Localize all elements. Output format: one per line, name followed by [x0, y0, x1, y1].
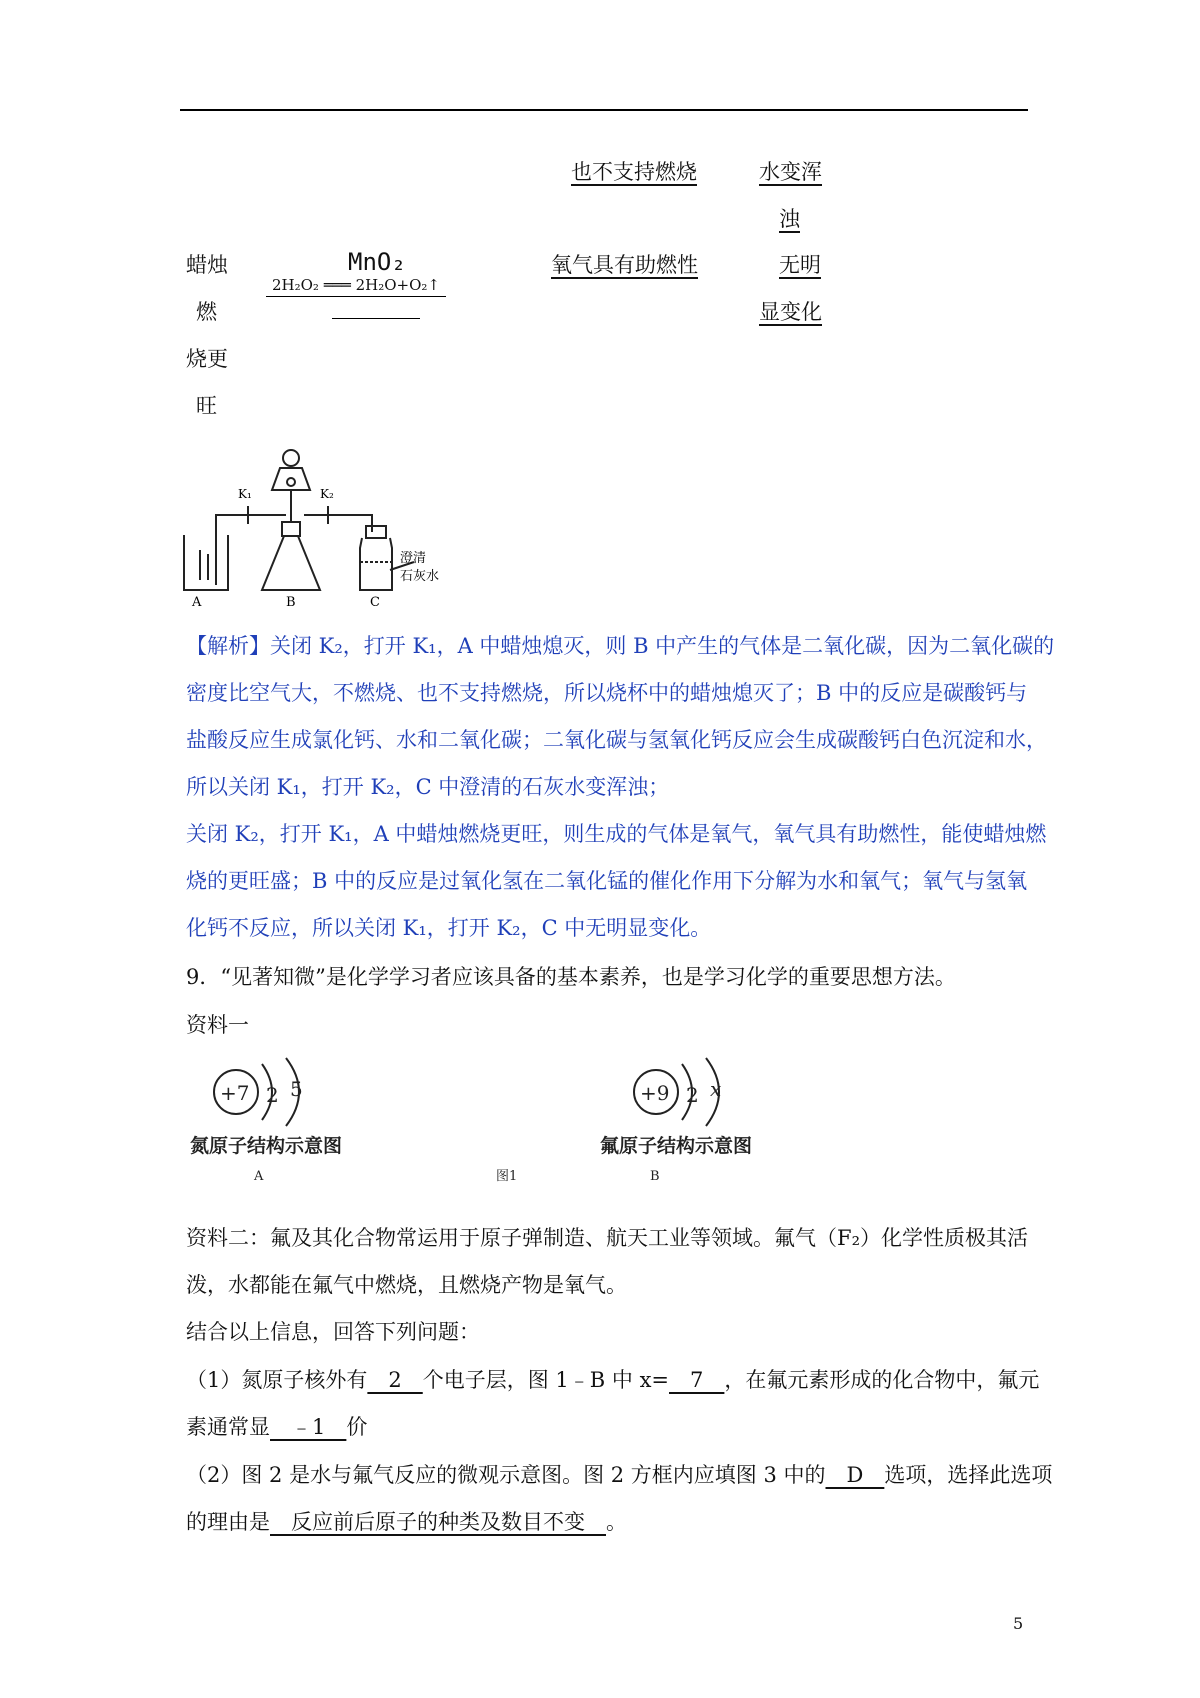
label-k1: K₁ — [238, 487, 252, 501]
analysis-line-5: 关闭 K₂，打开 K₁，A 中蜡烛燃烧更旺，则生成的气体是氧气，氧气具有助燃性，能使蜡烛燃 — [186, 822, 1047, 846]
phenomenon-line-2: 燃 — [196, 300, 217, 324]
label-limewater-2: 石灰水 — [400, 569, 440, 584]
equation-blank-line — [332, 318, 420, 319]
label-c: C — [370, 595, 380, 610]
table-cell-c-result-2: 显变化 — [759, 300, 822, 324]
fluorine-shell-1: 2 — [686, 1083, 699, 1107]
analysis-line-7: 化钙不反应，所以关闭 K₁，打开 K₂，C 中无明显变化。 — [186, 916, 712, 940]
label-k2: K₂ — [320, 487, 334, 501]
analysis-line-3: 盐酸反应生成氯化钙、水和二氧化碳；二氧化碳与氢氧化钙反应会生成碳酸钙白色沉淀和水， — [186, 728, 1047, 752]
fluorine-tag: B — [650, 1169, 660, 1184]
atom-structure-figure — [190, 1050, 870, 1195]
fluorine-shell-2: x — [710, 1077, 722, 1101]
part-1-line-1: （1）氮原子核外有 2 个电子层，图 1﹣B 中 x= 7 ，在氟元素形成的化合物中，氟元 — [186, 1368, 1040, 1392]
page-number: 5 — [1013, 1614, 1024, 1633]
question-9-stem: 9．“见著知微”是化学学习者应该具备的基本素养，也是学习化学的重要思想方法。 — [186, 965, 956, 989]
nitrogen-tag: A — [254, 1169, 264, 1184]
analysis-line-6: 烧的更旺盛；B 中的反应是过氧化氢在二氧化锰的催化作用下分解为水和氧气；氧气与氢氧 — [186, 869, 1028, 893]
table-cell-c-top-2: 浊 — [779, 207, 800, 231]
label-b: B — [286, 595, 296, 610]
answer-option: D — [825, 1463, 885, 1487]
label-limewater-1: 澄清 — [400, 551, 427, 566]
table-cell-property: 氧气具有助燃性 — [551, 253, 698, 277]
apparatus-diagram — [178, 440, 458, 610]
nitrogen-nucleus-charge: +7 — [220, 1081, 250, 1105]
answer-x-value: 7 — [669, 1368, 725, 1392]
nitrogen-caption: 氮原子结构示意图 — [190, 1135, 343, 1157]
beaker-a — [184, 535, 228, 590]
instruction: 结合以上信息，回答下列问题： — [186, 1320, 480, 1344]
reaction-equation: 2H₂O₂ ═══ 2H₂O+O₂↑ — [266, 276, 446, 297]
fluorine-nucleus-charge: +9 — [640, 1081, 670, 1105]
analysis-line-4: 所以关闭 K₁，打开 K₂，C 中澄清的石灰水变浑浊； — [186, 775, 670, 799]
figure-1-label: 图1 — [496, 1169, 518, 1184]
part-2-line-2: 的理由是 反应前后原子的种类及数目不变 。 — [186, 1510, 627, 1534]
material-1-title: 资料一 — [186, 1013, 249, 1037]
table-cell-property-top: 也不支持燃烧 — [571, 160, 697, 184]
label-a: A — [192, 595, 202, 610]
material-2-line-1: 资料二：氟及其化合物常运用于原子弹制造、航天工业等领域。氟气（F₂）化学性质极其活 — [186, 1226, 1028, 1250]
answer-reason: 反应前后原子的种类及数目不变 — [270, 1510, 606, 1534]
fluorine-caption: 氟原子结构示意图 — [600, 1135, 753, 1157]
nitrogen-shell-2: 5 — [290, 1077, 303, 1101]
nitrogen-shell-1: 2 — [266, 1083, 279, 1107]
part-2-line-1: （2）图 2 是水与氟气反应的微观示意图。图 2 方框内应填图 3 中的 D 选项，选择此选项 — [186, 1463, 1053, 1487]
analysis-line-1: 【解析】关闭 K₂，打开 K₁，A 中蜡烛熄灭，则 B 中产生的气体是二氧化碳，因为二氧化碳的 — [186, 634, 1055, 658]
answer-electron-layers: 2 — [367, 1368, 423, 1392]
table-cell-c-top-1: 水变浑 — [759, 160, 822, 184]
catalyst-label: MnO₂ — [348, 248, 406, 276]
phenomenon-line-4: 旺 — [196, 394, 217, 418]
header-rule — [180, 109, 1028, 111]
analysis-tag: 【解析】 — [186, 634, 270, 658]
phenomenon-line-1: 蜡烛 — [186, 253, 228, 277]
answer-valence: ﹣1 — [270, 1415, 347, 1439]
material-2-line-2: 泼，水都能在氟气中燃烧，且燃烧产物是氧气。 — [186, 1273, 627, 1297]
part-1-line-2: 素通常显 ﹣1 价 — [186, 1415, 368, 1439]
table-cell-c-result-1: 无明 — [779, 253, 821, 277]
analysis-line-2: 密度比空气大，不燃烧、也不支持燃烧，所以烧杯中的蜡烛熄灭了；B 中的反应是碳酸钙与 — [186, 681, 1028, 705]
phenomenon-line-3: 烧更 — [186, 347, 228, 371]
